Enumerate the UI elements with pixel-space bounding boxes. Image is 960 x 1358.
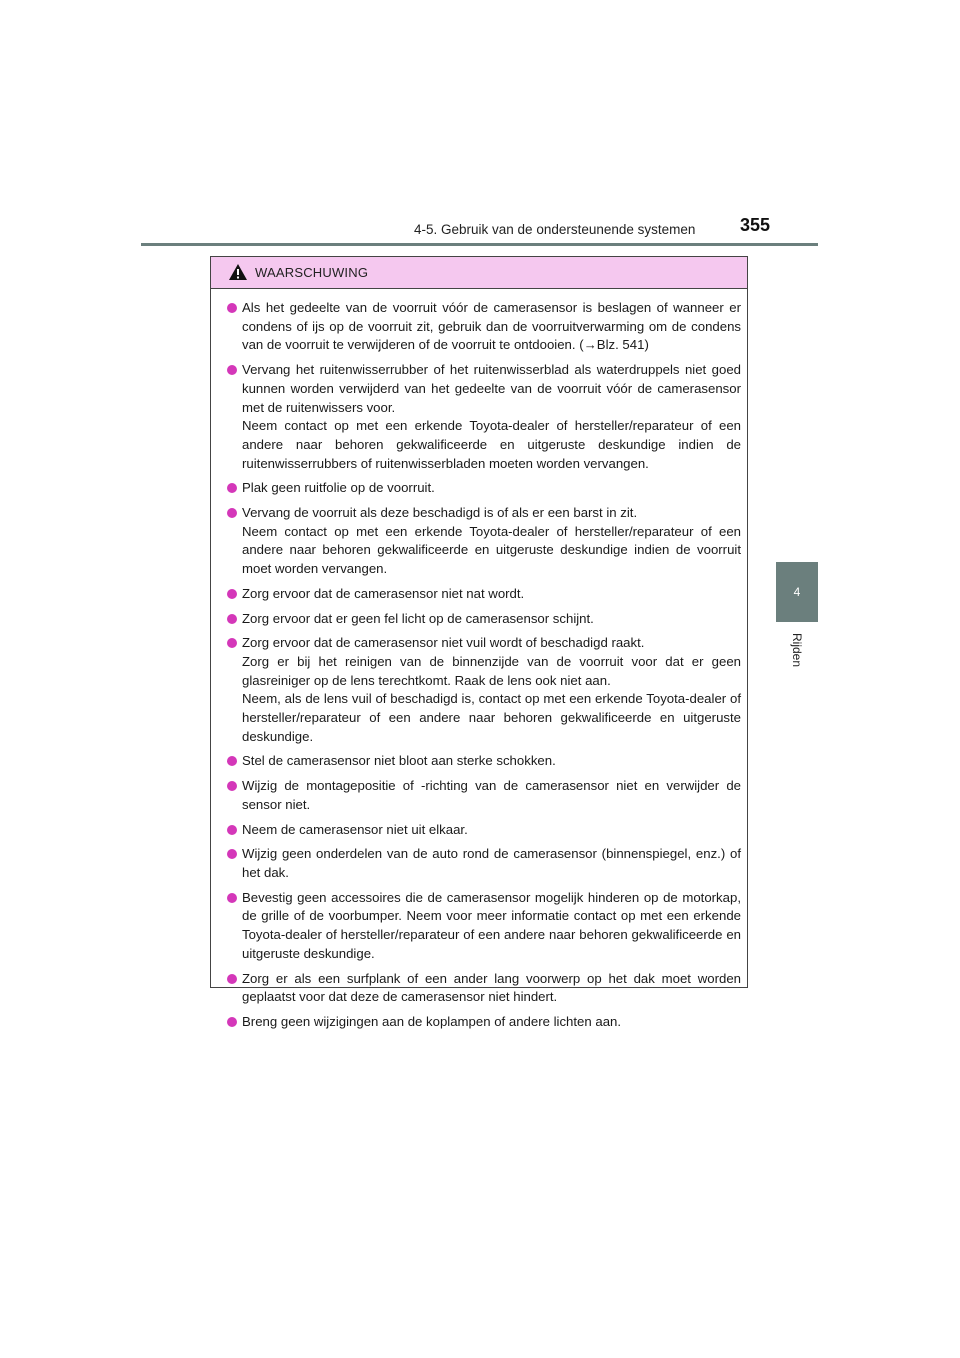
bullet-icon xyxy=(227,508,237,518)
warning-item xyxy=(242,1013,741,1032)
warning-item xyxy=(242,845,741,882)
bullet-icon xyxy=(227,974,237,984)
warning-text: Als het gedeelte van de voorruit vóór de camerasensor is beslagen of wanneer er condens of ijs op de voorruit zit, gebruik dan de voorruitverwarming om de condens van de voorruit te verwijderen of de voorruit te ontdooien. (→Blz. 541) xyxy=(242,300,741,353)
warning-item xyxy=(242,479,741,498)
section-title: 4-5. Gebruik van de ondersteunende systemen xyxy=(414,222,696,237)
warning-text: Wijzig de montagepositie of -richting van de camerasensor niet en verwijder de sensor niet. xyxy=(242,778,741,812)
warning-text: Stel de camerasensor niet bloot aan sterke schokken. xyxy=(242,753,556,769)
warning-text: Neem contact op met een erkende Toyota-dealer of hersteller/reparateur of een andere naar behoren gekwalificeerde en uitgeruste deskundige indien de voorruit moet worden vervangen. xyxy=(242,523,741,577)
bullet-icon xyxy=(227,756,237,766)
bullet-icon xyxy=(227,849,237,859)
bullet-icon xyxy=(227,893,237,903)
chapter-label-text: Rijden xyxy=(790,632,804,668)
warning-title: WAARSCHUWING xyxy=(255,265,369,280)
warning-text: Neem de camerasensor niet uit elkaar. xyxy=(242,821,468,837)
warning-text: Zorg er bij het reinigen van de binnenzijde van de voorruit voor dat er geen glasreiniger op de lens terechtkomt. Raak de lens ook niet aan. xyxy=(242,653,741,688)
warning-text: Bevestig geen accessoires die de camerasensor mogelijk hinderen op de motorkap, de grille of de voorbumper. Neem voor meer informatie contact op met een erkende Toyota-dealer of hersteller/reparateur of een andere naar behoren gekwalificeerde en uitgeruste deskundige. xyxy=(242,889,741,961)
warning-item xyxy=(242,889,741,964)
header-divider xyxy=(141,243,818,246)
chapter-tab[interactable] xyxy=(776,562,818,622)
warning-item xyxy=(242,504,741,579)
warning-text: Vervang het ruitenwisserrubber of het ruitenwisserblad als waterdruppels niet goed kunnen worden verwijderd van het gedeelte van de voorruit vóór de camerasensor met de ruitenwissers voor. xyxy=(242,362,741,415)
warning-box xyxy=(210,256,748,1029)
warning-text: Wijzig geen onderdelen van de auto rond de camerasensor (binnenspiegel, enz.) of het dak. xyxy=(242,846,741,880)
page-number: 355 xyxy=(740,215,771,235)
warning-text: Zorg ervoor dat de camerasensor niet vuil wordt of beschadigd raakt. xyxy=(242,635,645,651)
warning-item xyxy=(242,361,741,473)
warning-item xyxy=(242,777,741,814)
bullet-icon xyxy=(227,589,237,599)
bullet-icon xyxy=(227,638,237,648)
warning-text: Zorg ervoor dat de camerasensor niet nat wordt. xyxy=(242,585,525,601)
warning-text: Zorg ervoor dat er geen fel licht op de camerasensor schijnt. xyxy=(242,610,594,626)
warning-item xyxy=(242,610,741,629)
warning-text: Neem, als de lens vuil of beschadigd is, contact op met een erkende Toyota-dealer of hersteller/reparateur of een andere naar behoren gekwalificeerde en uitgeruste deskundige. xyxy=(242,691,741,744)
warning-item xyxy=(242,634,741,746)
warning-header xyxy=(211,257,747,289)
bullet-icon xyxy=(227,303,237,313)
warning-item xyxy=(242,299,741,355)
bullet-icon xyxy=(227,483,237,493)
warning-item xyxy=(242,970,741,1007)
chapter-label xyxy=(783,630,811,670)
bullet-icon xyxy=(227,781,237,791)
warning-item xyxy=(242,585,741,604)
warning-text: Neem contact op met een erkende Toyota-dealer of hersteller/reparateur of een andere naar behoren gekwalificeerde en uitgeruste deskundige indien de ruitenwisserrubbers of ruitenwisserbladen moeten worden vervangen. xyxy=(242,418,741,471)
chapter-number: 4 xyxy=(793,585,801,599)
warning-text: Vervang de voorruit als deze beschadigd is of als er een barst in zit. xyxy=(242,505,638,521)
warning-list xyxy=(211,289,747,1032)
bullet-icon xyxy=(227,825,237,835)
warning-text: Zorg er als een surfplank of een ander lang voorwerp op het dak moet worden geplaatst voor dat deze de camerasensor niet hindert. xyxy=(242,970,741,1005)
warning-text: Breng geen wijzigingen aan de koplampen of andere lichten aan. xyxy=(242,1013,622,1029)
warning-triangle-icon xyxy=(228,263,248,281)
warning-item xyxy=(242,752,741,771)
warning-item xyxy=(242,821,741,840)
bullet-icon xyxy=(227,614,237,624)
bullet-icon xyxy=(227,1017,237,1027)
bullet-icon xyxy=(227,365,237,375)
warning-text: Plak geen ruitfolie op de voorruit. xyxy=(242,480,435,496)
